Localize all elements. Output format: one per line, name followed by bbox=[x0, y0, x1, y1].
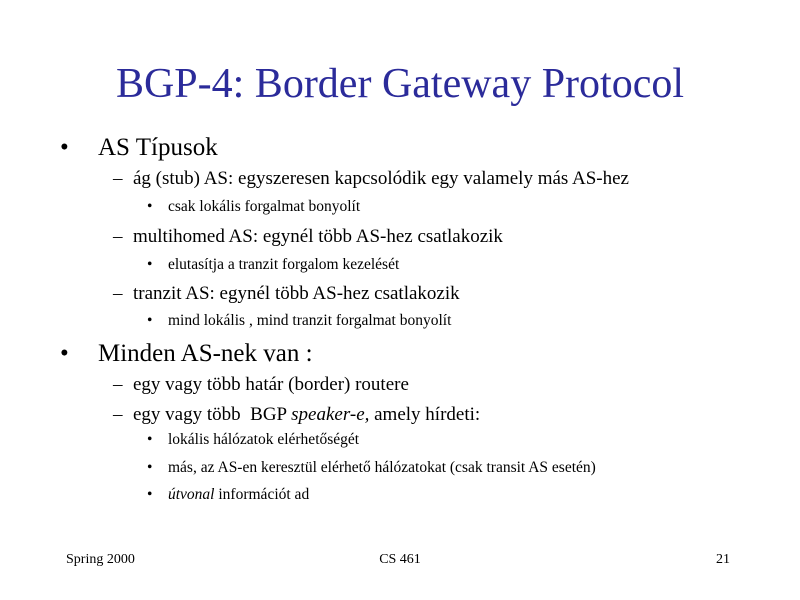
list-item-stub-as: ág (stub) AS: egyszeresen kapcsolódik egy valamely más AS-hez bbox=[133, 168, 629, 189]
dash-marker: – bbox=[113, 374, 123, 395]
bullet-marker: • bbox=[147, 198, 153, 215]
section-heading-every-as: Minden AS-nek van : bbox=[98, 340, 313, 367]
bullet-marker: • bbox=[147, 256, 153, 273]
slide-title: BGP-4: Border Gateway Protocol bbox=[115, 61, 685, 107]
footer-course: CS 461 bbox=[379, 552, 421, 567]
bgp-speaker-text-before: egy vagy több BGP bbox=[133, 404, 292, 425]
dash-marker: – bbox=[113, 283, 123, 304]
bullet-marker: • bbox=[147, 486, 153, 503]
route-info-italic: útvonal bbox=[168, 486, 215, 503]
sub-item-transit-as: mind lokális , mind tranzit forgalmat bonyolít bbox=[168, 312, 452, 329]
sub-item-route-info bbox=[168, 485, 309, 505]
list-item-bgp-speaker bbox=[133, 403, 480, 427]
footer-date: Spring 2000 bbox=[66, 552, 135, 567]
bullet-marker: • bbox=[147, 431, 153, 448]
bullet-marker: • bbox=[147, 312, 153, 329]
sub-item-local-networks: lokális hálózatok elérhetőségét bbox=[168, 431, 360, 448]
list-item-multihomed-as: multihomed AS: egynél több AS-hez csatlakozik bbox=[133, 226, 503, 247]
route-info-rest: információt ad bbox=[214, 486, 310, 503]
section-heading-as-types: AS Típusok bbox=[98, 134, 218, 161]
list-item-transit-as: tranzit AS: egynél több AS-hez csatlakozik bbox=[133, 283, 460, 304]
bullet-marker: • bbox=[60, 134, 69, 161]
dash-marker: – bbox=[113, 226, 123, 247]
dash-marker: – bbox=[113, 404, 123, 425]
footer-page-number: 21 bbox=[716, 552, 730, 567]
sub-item-transit-networks: más, az AS-en keresztül elérhető hálózatokat (csak transit AS esetén) bbox=[168, 459, 596, 476]
sub-item-stub-as: csak lokális forgalmat bonyolít bbox=[168, 198, 361, 215]
bullet-marker: • bbox=[60, 340, 69, 367]
bgp-speaker-text-after: amely hírdeti: bbox=[369, 404, 481, 425]
bullet-marker: • bbox=[147, 459, 153, 476]
sub-item-multihomed-as: elutasítja a tranzit forgalom kezelését bbox=[168, 256, 400, 273]
dash-marker: – bbox=[113, 168, 123, 189]
bgp-speaker-italic: speaker-e, bbox=[291, 404, 370, 425]
list-item-border-router: egy vagy több határ (border) routere bbox=[133, 374, 409, 395]
